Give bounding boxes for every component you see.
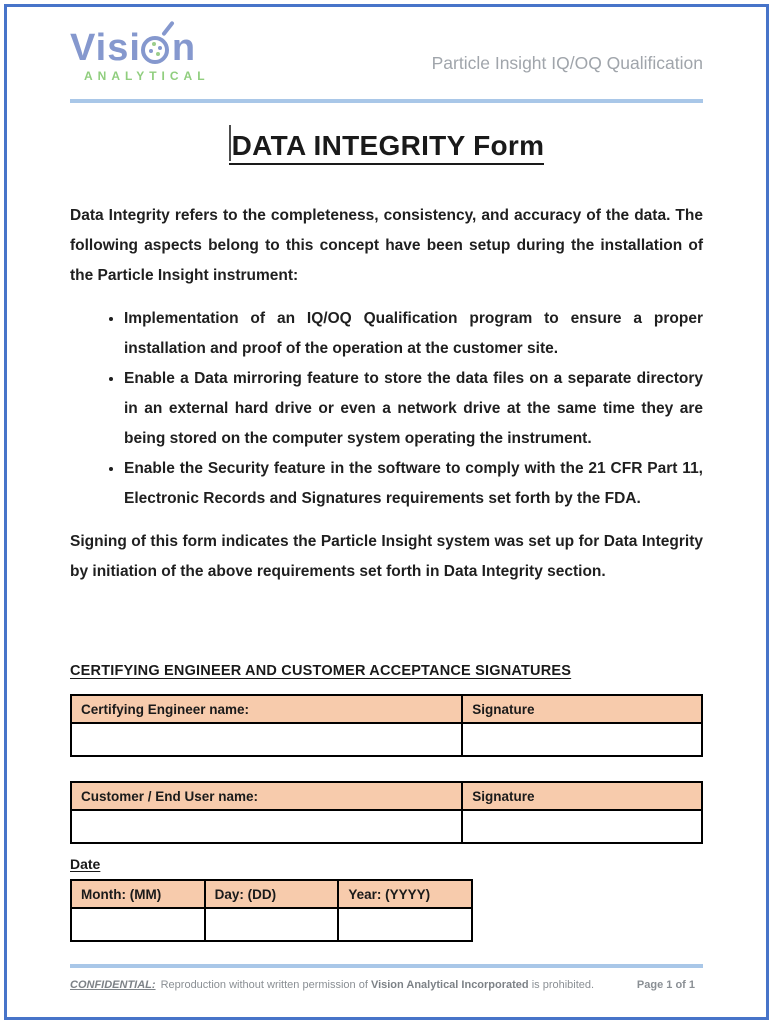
engineer-name-header: Certifying Engineer name: <box>71 695 462 723</box>
date-month-header: Month: (MM) <box>71 880 205 908</box>
customer-signature-cell[interactable] <box>462 810 702 843</box>
logo-text-part1: Visi <box>70 27 141 69</box>
customer-signature-header: Signature <box>462 782 702 810</box>
list-item: • Enable the Security feature in the software to comply with the 21 CFR Part 11, Electronic Records and Signatures requirements set forth by the FDA. <box>124 454 703 514</box>
engineer-signature-cell[interactable] <box>462 723 702 756</box>
page-number: Page 1 of 1 <box>636 979 695 991</box>
text-cursor-caret <box>229 125 231 161</box>
engineer-signature-table <box>70 694 703 757</box>
page-title: DATA INTEGRITY Form <box>231 130 545 161</box>
list-item: • Enable a Data mirroring feature to store the data files on a separate directory in an external hard drive or even a network drive at the same time they are being stored on the computer system operating the instrument. <box>124 364 703 454</box>
vision-analytical-logo <box>70 23 210 82</box>
date-year-header: Year: (YYYY) <box>338 880 472 908</box>
page-border-frame <box>4 4 769 1020</box>
date-month-cell[interactable] <box>71 908 205 941</box>
engineer-name-cell[interactable] <box>71 723 462 756</box>
logo-text-part2: n <box>171 27 197 69</box>
footer-text-before: Reproduction without written permission of <box>160 979 368 991</box>
footer-divider-rule <box>70 964 703 968</box>
date-day-header: Day: (DD) <box>205 880 339 908</box>
closing-paragraph: Signing of this form indicates the Particle Insight system was set up for Data Integrity by initiation of the above requirements set forth in Data Integrity section. <box>70 533 703 580</box>
magnifier-icon <box>141 30 172 64</box>
date-table <box>70 879 473 942</box>
customer-signature-table <box>70 781 703 844</box>
customer-name-header: Customer / End User name: <box>71 782 462 810</box>
date-year-cell[interactable] <box>338 908 472 941</box>
logo-subtitle: ANALYTICAL <box>84 69 210 83</box>
engineer-signature-header: Signature <box>462 695 702 723</box>
date-section-label: Date <box>70 856 101 872</box>
requirements-list <box>70 304 703 514</box>
page-title-wrap <box>70 125 703 165</box>
logo-wordmark <box>70 29 210 67</box>
document-footer <box>70 964 703 991</box>
footer-company-name: Vision Analytical Incorporated <box>370 979 529 991</box>
confidential-notice <box>70 979 594 991</box>
signatures-section-heading: CERTIFYING ENGINEER AND CUSTOMER ACCEPTANCE SIGNATURES <box>70 663 572 679</box>
list-item: • Implementation of an IQ/OQ Qualification program to ensure a proper installation and proof of the operation at the customer site. <box>124 304 703 364</box>
header-doc-title: Particle Insight IQ/OQ Qualification <box>431 53 703 73</box>
document-header <box>70 23 703 97</box>
customer-name-cell[interactable] <box>71 810 462 843</box>
confidential-label: CONFIDENTIAL: <box>70 979 156 991</box>
header-divider-rule <box>70 99 703 103</box>
intro-paragraph: Data Integrity refers to the completeness, consistency, and accuracy of the data. The following aspects belong to this concept have been setup during the installation of the Particle Insight instrument: <box>70 207 703 284</box>
date-day-cell[interactable] <box>205 908 339 941</box>
footer-text-after: is prohibited. <box>531 979 595 991</box>
